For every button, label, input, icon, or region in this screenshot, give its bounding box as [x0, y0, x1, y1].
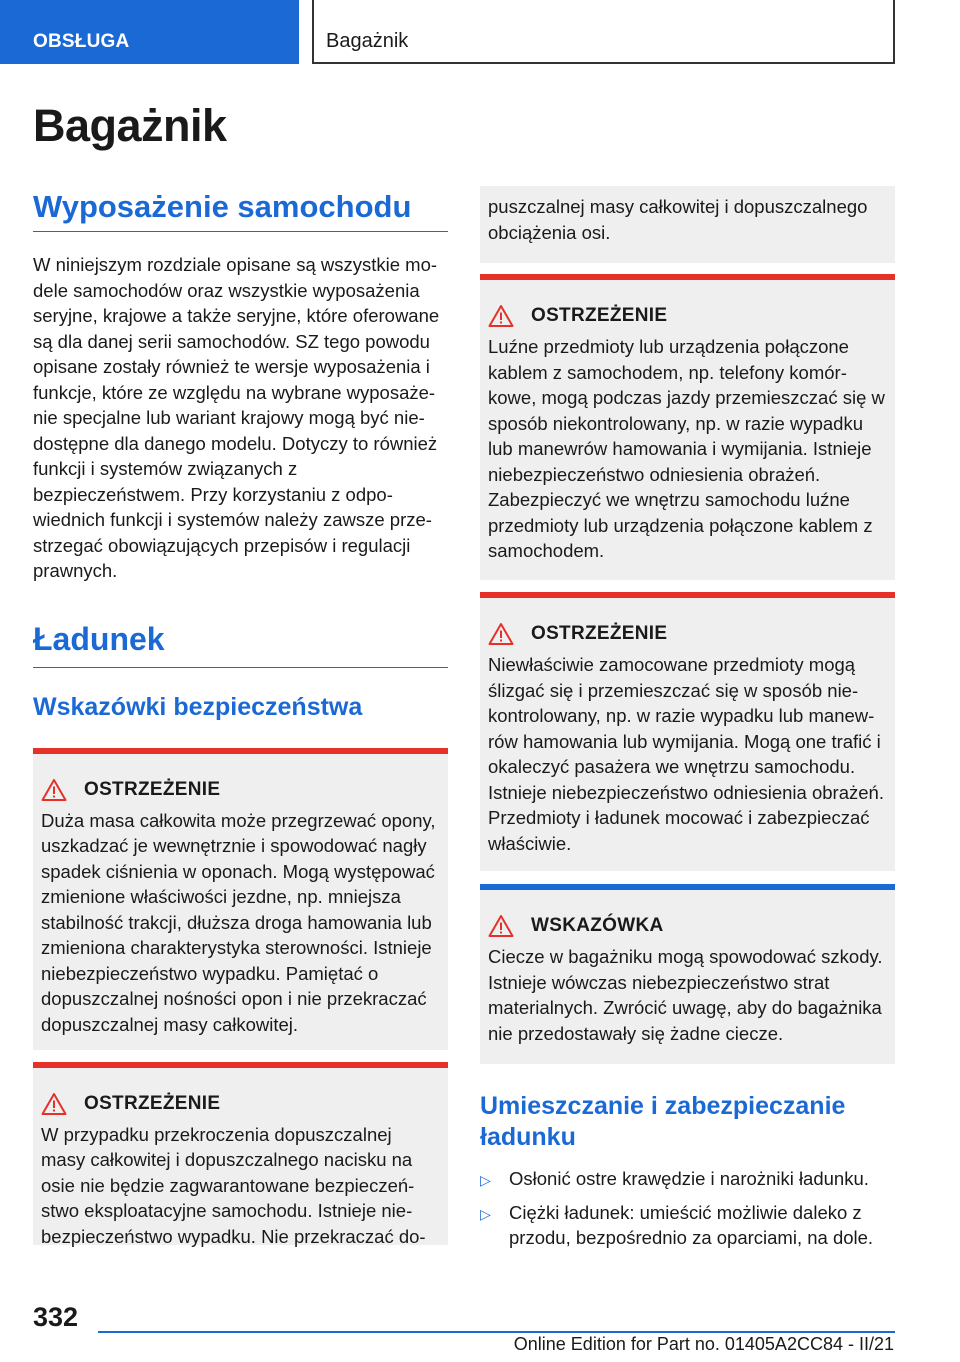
warning-text: W przypadku przekroczenia dopuszczalnej masy całkowitej i dopuszczalnego nacisku na osie nie będzie zagwarantowane bezpieczeństwo eksploatacyjne samochodu. Istnieje niebezpieczeństwo wypadku. Nie przekraczać do- [41, 1123, 426, 1247]
notice-box [480, 884, 895, 1064]
notice-label: WSKAZÓWKA [531, 915, 664, 936]
warning-text: Niewłaściwie zamocowane przedmioty mogą ślizgać się i przemieszczać się w sposób niekontrolowany, np. w razie wypadku lub manewrów hamowania lub wymijania. Mogą one trafić i okaleczyć pasażera we wnętrzu samochodu. Istnieje niebezpieczeństwo odniesienia obrażeń. Przedmioty i ładunek mocować i zabezpieczać właściwie. [488, 654, 884, 854]
warning-text: Luźne przedmioty lub urządzenia połączone kablem z samochodem, np. telefony komórkowe, mogą podczas jazdy przemieszczać się w sposób niekontrolowany, np. w razie wypadku lub manewrów hamowania i wymijania. Istnieje niebezpieczeństwo odniesienia obrażeń. Zabezpieczyć we wnętrzu samochodu luźne przedmioty lub urządzenia połączone kablem z samochodem. [488, 336, 885, 561]
footer-rule [98, 1331, 895, 1333]
bullet-triangle-icon: ▷ [480, 1205, 491, 1222]
warning-header [41, 754, 440, 804]
notice-text: Ciecze w bagażniku mogą spowodować szkody. Istnieje wówczas niebezpieczeństwo strat materialnych. Zwrócić uwagę, aby do bagażnika nie przedostawały się żadne ciecze. [488, 946, 883, 1044]
warning-label: OSTRZEŻENIE [531, 623, 668, 644]
section-tab-label: OBSŁUGA [33, 31, 130, 52]
right-column [480, 186, 895, 1257]
equipment-text: W niniejszym rozdziale opisane są wszystkie modele samochodów oraz wszystkie wyposażenia seryjne, krajowe a także seryjne, które oferowane są dla danej serii samochodów. SZ tego powodu opisane zostały również te wersje wyposażenia i funkcje, które ze względu na wybrane wyposażenie specjalne lub wariant krajowy mogą być niedostępne dla danego modelu. Dotyczy to również funkcji i systemów związanych z bezpieczeństwem. Przy korzystaniu z odpowiednich funkcji i systemów należy zawsze przestrzegać obowiązujących przepisów i regulacji prawnych. [33, 254, 440, 582]
securing-heading: Umieszczanie i zabezpieczanie ładunku [480, 1092, 846, 1151]
securing-steps [480, 1166, 895, 1251]
load-heading: Ładunek [33, 620, 165, 657]
warning-triangle-icon [41, 1092, 67, 1116]
bullet-triangle-icon: ▷ [480, 1172, 491, 1188]
warning-label: OSTRZEŻENIE [84, 778, 221, 800]
left-column [33, 188, 448, 1245]
equipment-heading-rule [33, 231, 448, 232]
warning-triangle-icon [41, 778, 67, 802]
warning-box-3 [480, 274, 895, 580]
warning-box-4 [480, 592, 895, 871]
list-item [480, 1200, 895, 1251]
notice-triangle-icon [488, 914, 514, 938]
section-tab [0, 0, 299, 64]
chapter-title: Bagażnik [326, 30, 409, 52]
continued-text: puszczalnej masy całkowitej i dopuszczalnego obciążenia osi. [488, 196, 868, 243]
warning-triangle-icon [488, 622, 514, 646]
equipment-heading: Wyposażenie samochodu [33, 189, 412, 224]
warning-box-1 [33, 748, 448, 1050]
warning-header [488, 280, 887, 330]
edition-note: Online Edition for Part no. 01405A2CC84 - II/21 [513, 1334, 894, 1354]
warning-text: Duża masa całkowita może przegrzewać opony, uszkadzać je wewnętrznie i spowodować nagły spadek ciśnienia w oponach. Mogą występować zmienione właściwości jezdne, np. mniejsza stabilność trakcji, dłuższa droga hamowania lub zmieniona charakterystyka sterowności. Istnieje niebezpieczeństwo wypadku. Pamiętać o dopuszczalnej nośności opon i nie przekraczać dopuszczalnej masy całkowitej. [41, 809, 436, 1035]
warning-box-continued [480, 186, 895, 263]
list-item [480, 1166, 895, 1194]
notice-header [488, 890, 887, 940]
safety-heading: Wskazówki bezpieczeństwa [33, 693, 363, 722]
warning-header [488, 598, 887, 648]
list-item-text: Osłonić ostre krawędzie i narożniki ładunku. [509, 1168, 869, 1189]
warning-label: OSTRZEŻENIE [531, 305, 668, 326]
page-number: 332 [33, 1302, 79, 1332]
warning-box-2 [33, 1062, 448, 1245]
page-title: Bagażnik [33, 100, 227, 151]
warning-triangle-icon [488, 304, 514, 328]
warning-label: OSTRZEŻENIE [84, 1092, 221, 1114]
list-item-text: Ciężki ładunek: umieścić możliwie daleko z przodu, bezpośrednio za oparciami, na dole. [509, 1201, 874, 1248]
warning-header [41, 1068, 440, 1118]
load-heading-rule [33, 667, 448, 668]
